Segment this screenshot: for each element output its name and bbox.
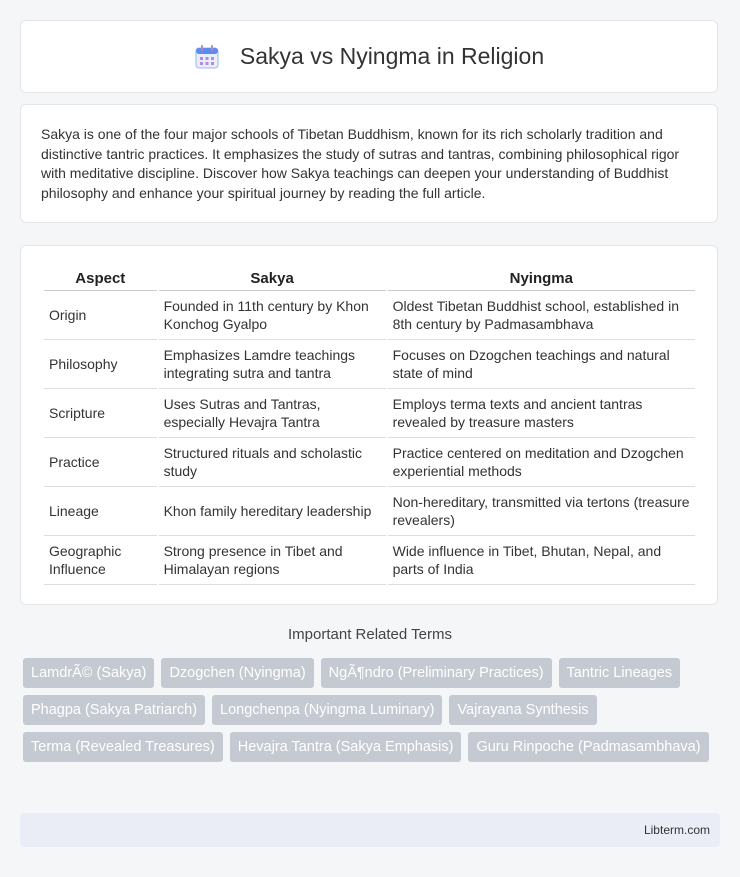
page-title: Sakya vs Nyingma in Religion (239, 43, 545, 69)
header-aspect: Aspect (44, 266, 157, 291)
related-term-tag[interactable]: LamdrÃ© (Sakya) (23, 658, 154, 688)
row-sakya: Khon family hereditary leadership (159, 487, 386, 536)
footer (20, 813, 720, 847)
row-sakya: Strong presence in Tibet and Himalayan regions (159, 536, 386, 585)
row-nyingma: Oldest Tibetan Buddhist school, established in 8th century by Padmasambhava (388, 291, 695, 340)
related-term-tag[interactable]: Phagpa (Sakya Patriarch) (23, 695, 205, 725)
intro-text: Sakya is one of the four major schools of Tibetan Buddhism, known for its rich scholarly tradition and distinctive tantric practices. It emphasizes the study of sutras and tantras, combining philosophical rigor with meditative discipline. Discover how Sakya teachings can deepen your understanding of Buddhist philosophy and enhance your spiritual journey by reading the full article. (41, 126, 680, 201)
row-sakya: Founded in 11th century by Khon Konchog Gyalpo (159, 291, 386, 340)
related-term-tag[interactable]: Hevajra Tantra (Sakya Emphasis) (230, 732, 462, 762)
row-aspect: Lineage (44, 487, 157, 536)
header-nyingma: Nyingma (388, 266, 695, 291)
header-sakya: Sakya (159, 266, 386, 291)
intro-card (20, 104, 718, 223)
table-row (44, 536, 695, 585)
table-header-row (44, 266, 695, 291)
row-sakya: Structured rituals and scholastic study (159, 438, 386, 487)
related-term-tag[interactable]: NgÃ¶ndro (Preliminary Practices) (321, 658, 552, 688)
related-terms-title: Important Related Terms (288, 626, 452, 643)
row-nyingma: Practice centered on meditation and Dzogchen experiential methods (388, 438, 695, 487)
calendar-icon (194, 44, 220, 70)
row-nyingma: Non-hereditary, transmitted via tertons (treasure revealers) (388, 487, 695, 536)
comparison-card (20, 245, 718, 605)
row-aspect: Philosophy (44, 340, 157, 389)
table-row (44, 389, 695, 438)
row-sakya: Emphasizes Lamdre teachings integrating sutra and tantra (159, 340, 386, 389)
related-term-tag[interactable]: Terma (Revealed Treasures) (23, 732, 223, 762)
related-terms-list (23, 658, 723, 769)
row-nyingma: Employs terma texts and ancient tantras revealed by treasure masters (388, 389, 695, 438)
related-term-tag[interactable]: Dzogchen (Nyingma) (161, 658, 313, 688)
table-row (44, 340, 695, 389)
row-nyingma: Wide influence in Tibet, Bhutan, Nepal, and parts of India (388, 536, 695, 585)
row-aspect: Origin (44, 291, 157, 340)
related-term-tag[interactable]: Longchenpa (Nyingma Luminary) (212, 695, 442, 725)
comparison-table (42, 266, 697, 585)
table-row (44, 291, 695, 340)
row-aspect: Practice (44, 438, 157, 487)
related-term-tag[interactable]: Guru Rinpoche (Padmasambhava) (468, 732, 708, 762)
row-aspect: Scripture (44, 389, 157, 438)
related-term-tag[interactable]: Tantric Lineages (559, 658, 681, 688)
row-aspect: Geographic Influence (44, 536, 157, 585)
related-term-tag[interactable]: Vajrayana Synthesis (449, 695, 596, 725)
row-sakya: Uses Sutras and Tantras, especially Hevajra Tantra (159, 389, 386, 438)
table-row (44, 438, 695, 487)
table-row (44, 487, 695, 536)
header-card (20, 20, 718, 93)
footer-brand-link[interactable]: Libterm.com (643, 823, 710, 837)
row-nyingma: Focuses on Dzogchen teachings and natural state of mind (388, 340, 695, 389)
